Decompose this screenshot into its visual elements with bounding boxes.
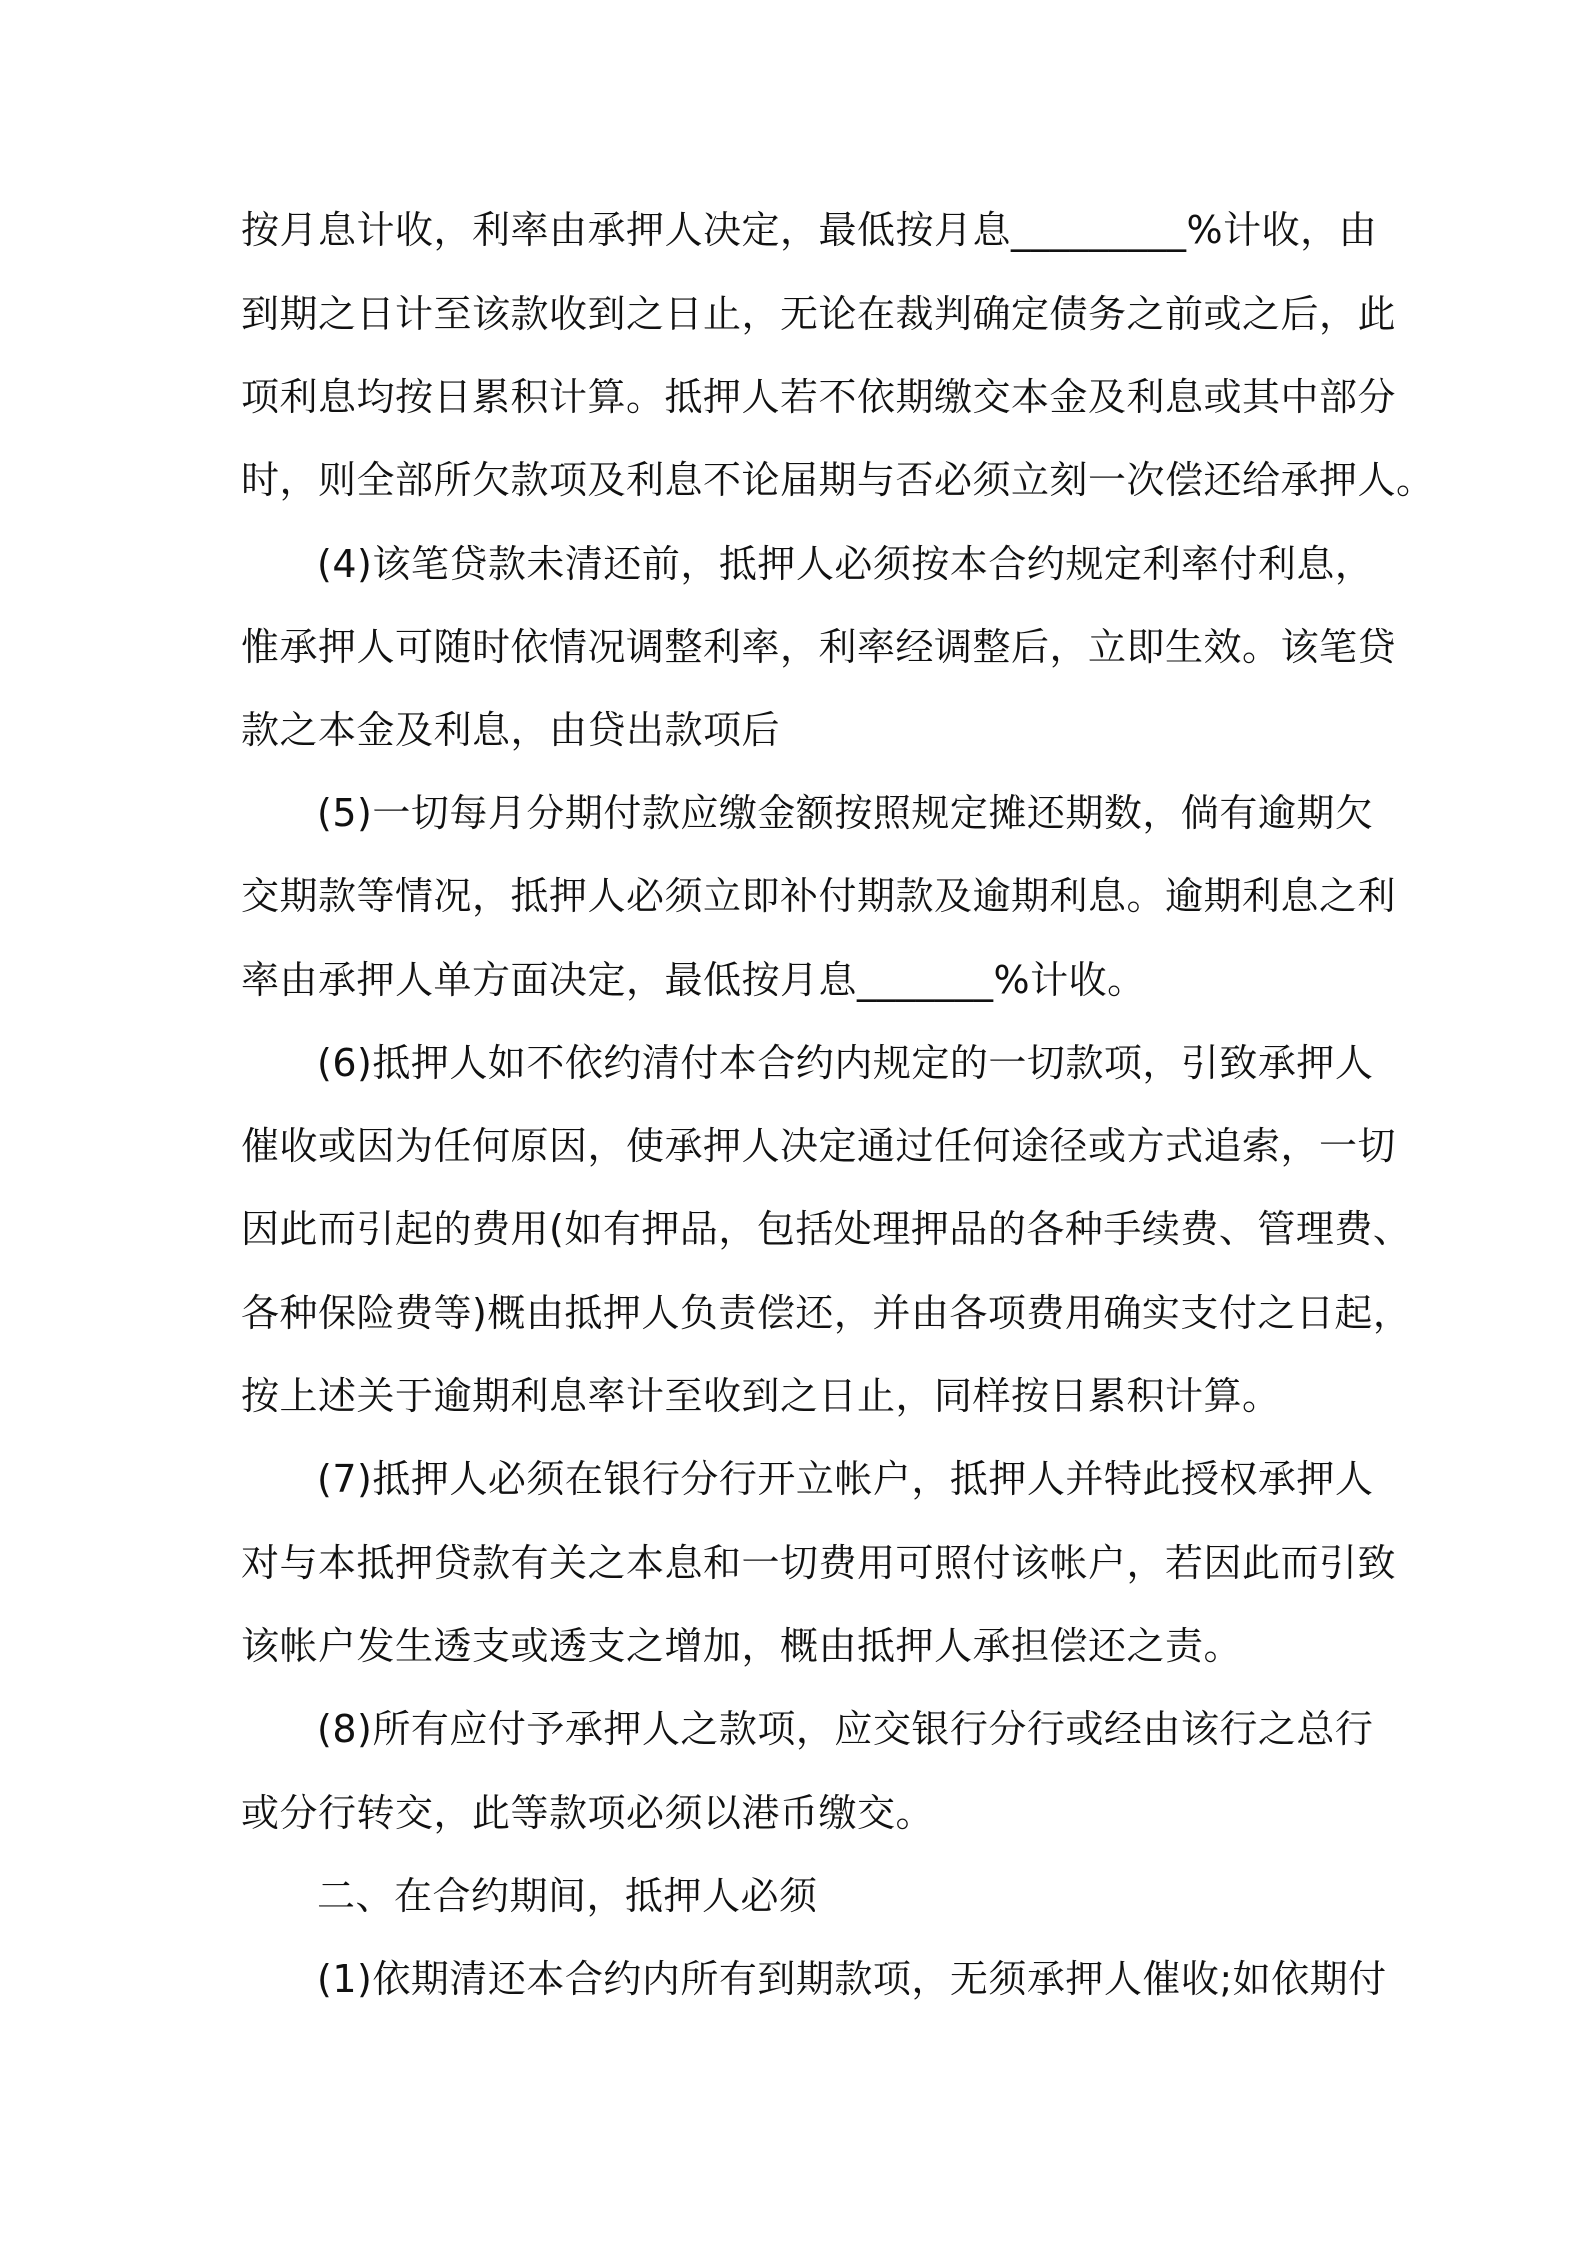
section-heading: 二、在合约期间，抵押人必须 [317,1874,818,1918]
paragraph-4-start: (4)该笔贷款未清还前，抵押人必须按本合约规定利率付利息， [317,542,1374,586]
paragraph-6-start: (6)抵押人如不依约清付本合约内规定的一切款项，引致承押人 [317,1041,1374,1085]
text-line: 率由承押人单方面决定，最低按月息_______%计收。 [241,958,1146,1002]
text-line: 对与本抵押贷款有关之本息和一切费用可照付该帐户，若因此而引致 [241,1541,1397,1585]
text-line: 交期款等情况，抵押人必须立即补付期款及逾期利息。逾期利息之利 [241,874,1397,918]
text-line: 到期之日计至该款收到之日止，无论在裁判确定债务之前或之后，此 [241,292,1397,336]
text-line: 项利息均按日累积计算。抵押人若不依期缴交本金及利息或其中部分 [241,375,1397,419]
text-line: 该帐户发生透支或透支之增加，概由抵押人承担偿还之责。 [241,1624,1243,1668]
text-line: 各种保险费等)概由抵押人负责偿还，并由各项费用确实支付之日起， [241,1291,1412,1335]
paragraph-2-1-start: (1)依期清还本合约内所有到期款项，无须承押人催收;如依期付 [317,1957,1387,2001]
paragraph-8-start: (8)所有应付予承押人之款项，应交银行分行或经由该行之总行 [317,1707,1374,1751]
text-line: 催收或因为任何原因，使承押人决定通过任何途径或方式追索，一切 [241,1124,1397,1168]
paragraph-5-start: (5)一切每月分期付款应缴金额按照规定摊还期数，倘有逾期欠 [317,791,1374,835]
text-line: 或分行转交，此等款项必须以港币缴交。 [241,1791,935,1835]
text-line: 按月息计收，利率由承押人决定，最低按月息_________%计收，由 [241,208,1378,252]
text-line: 款之本金及利息，由贷出款项后 [241,708,781,752]
text-line: 时，则全部所欠款项及利息不论届期与否必须立刻一次偿还给承押人。 [241,458,1435,502]
text-line: 因此而引起的费用(如有押品，包括处理押品的各种手续费、管理费、 [241,1207,1412,1251]
text-line: 惟承押人可随时依情况调整利率，利率经调整后，立即生效。该笔贷 [241,625,1397,669]
text-line: 按上述关于逾期利息率计至收到之日止，同样按日累积计算。 [241,1374,1281,1418]
paragraph-7-start: (7)抵押人必须在银行分行开立帐户，抵押人并特此授权承押人 [317,1457,1374,1501]
